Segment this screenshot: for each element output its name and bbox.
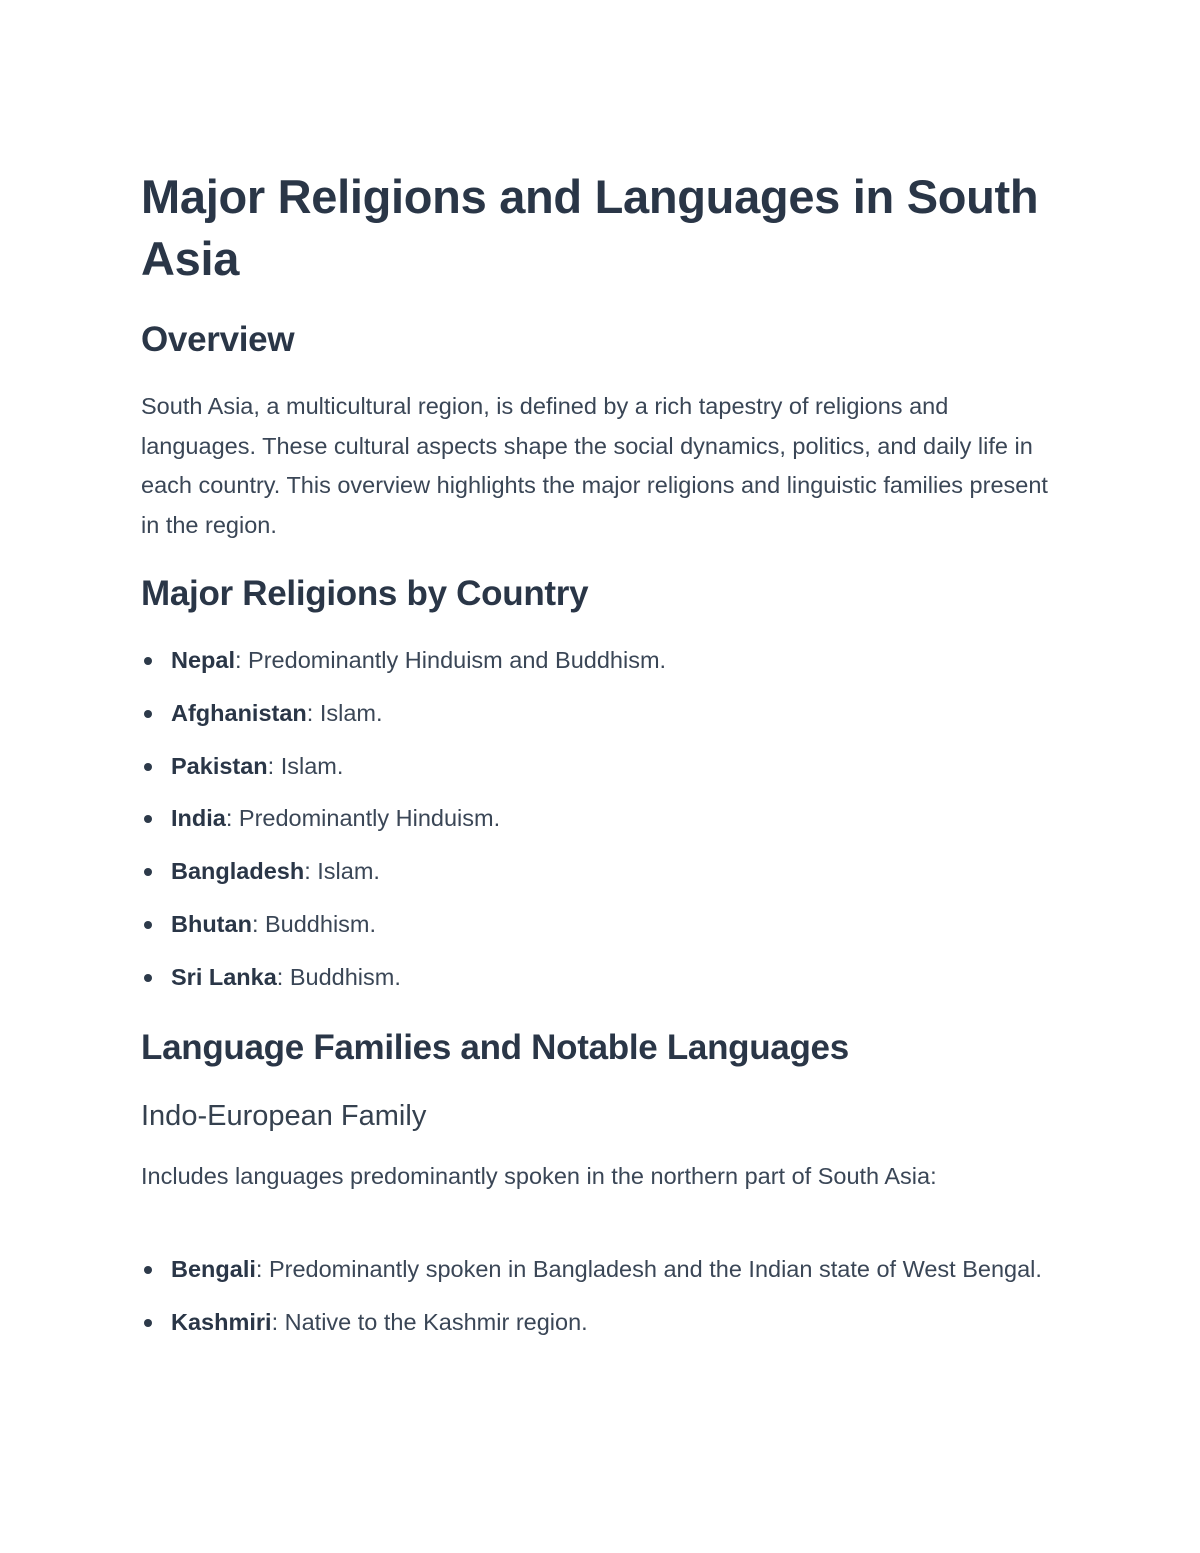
languages-heading: Language Families and Notable Languages [141, 1028, 849, 1067]
list-item [141, 799, 1051, 839]
overview-paragraph: South Asia, a multicultural region, is defined by a rich tapestry of religions and languages. These cultural aspects shape the social dynamics, politics, and daily life in each country. This overview highlights the major religions and linguistic families present in the region. [141, 393, 1048, 538]
list-item [141, 1303, 1051, 1343]
list-item [141, 641, 1051, 681]
religion-text: : Islam. [267, 752, 344, 779]
country-name: Nepal [171, 647, 235, 673]
country-name: Bangladesh [171, 858, 305, 885]
page-title: Major Religions and Languages in South Asia [141, 170, 1039, 285]
language-description: : Predominantly spoken in Bangladesh and the Indian state of West Bengal. [255, 1256, 1042, 1282]
country-name: India [171, 805, 226, 832]
list-item [141, 1250, 1051, 1290]
bullet-icon [144, 710, 152, 718]
bullet-icon [144, 1319, 152, 1327]
bullet-icon [144, 868, 152, 876]
bullet-icon [144, 657, 152, 665]
language-description: : Native to the Kashmir region. [271, 1308, 588, 1335]
list-item [141, 905, 1051, 945]
religions-heading: Major Religions by Country [141, 574, 589, 613]
religion-text: : Predominantly Hinduism. [225, 805, 501, 832]
bullet-icon [144, 1266, 152, 1274]
indo-european-heading: Indo-European Family [141, 1100, 427, 1132]
religion-text: : Buddhism. [276, 963, 401, 990]
list-item [141, 747, 1051, 787]
bullet-icon [144, 815, 152, 823]
overview-heading: Overview [141, 320, 295, 359]
indo-european-intro: Includes languages predominantly spoken in the northern part of South Asia: [141, 1163, 937, 1189]
list-item [141, 852, 1051, 892]
religion-text: : Buddhism. [251, 910, 377, 937]
religion-text: : Islam. [304, 858, 380, 885]
bullet-icon [144, 921, 152, 929]
country-name: Sri Lanka [171, 963, 277, 990]
bullet-icon [144, 763, 152, 771]
religions-list [141, 641, 1051, 1011]
religion-text: : Islam. [306, 699, 383, 726]
country-name: Afghanistan [171, 699, 307, 726]
language-name: Kashmiri [171, 1308, 272, 1335]
bullet-icon [144, 974, 152, 982]
indo-european-list [141, 1250, 1051, 1355]
country-name: Bhutan [171, 910, 252, 937]
list-item [141, 694, 1051, 734]
language-name: Bengali [171, 1256, 256, 1282]
country-name: Pakistan [171, 752, 268, 779]
religion-text: : Predominantly Hinduism and Buddhism. [235, 647, 667, 673]
list-item [141, 958, 1051, 998]
